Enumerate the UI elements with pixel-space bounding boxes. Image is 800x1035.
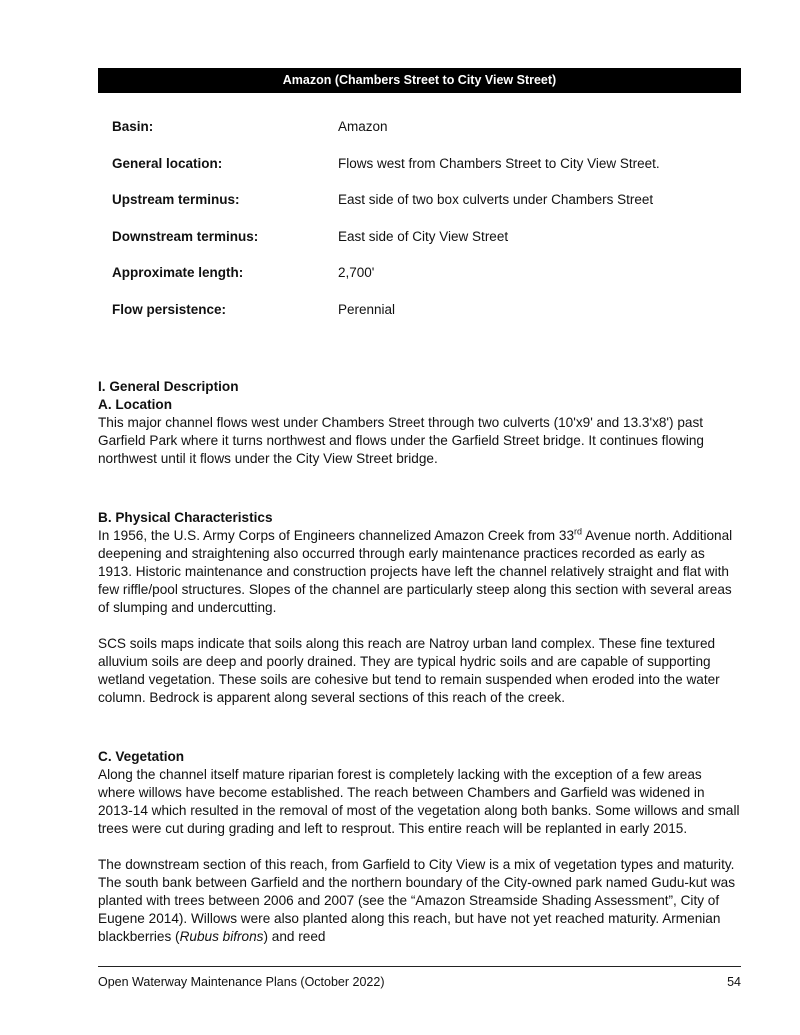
paragraph-physical-1 [98,527,741,617]
footer-page-number: 54 [727,975,741,989]
table-row [98,261,741,298]
paragraph-physical-2: SCS soils maps indicate that soils along this reach are Natroy urban land complex. These fine textured alluvium soils are deep and poorly drained. They are typical hydric soils and are capable of supporting wetland vegetation. These soils are cohesive but tend to remain suspended when eroded into the water column. Bedrock is apparent along several sections of this reach of the creek. [98,636,720,705]
row-label-downstream-terminus: Downstream terminus: [112,228,259,244]
heading-vegetation: C. Vegetation [98,749,185,764]
table-row [98,152,741,189]
row-label-upstream-terminus: Upstream terminus: [112,192,240,207]
document-body [98,378,741,946]
table-row [98,115,741,152]
row-value-downstream-terminus: East side of City View Street [338,228,509,244]
heading-physical-characteristics: B. Physical Characteristics [98,510,273,525]
species-name-italic: Rubus bifrons [179,929,264,944]
paragraph-location: This major channel flows west under Chambers Street through two culverts (10'x9' and 13.3'x8') past Garfield Park where it turns northwest and flows under the Garfield Street bridge. It continues flowing northwest until it flows under the City View Street bridge. [98,415,704,466]
heading-general-description: I. General Description [98,379,239,394]
row-value-upstream-terminus: East side of two box culverts under Chambers Street [338,192,654,207]
section-title-bar [98,68,741,93]
page-content [98,68,741,946]
row-value-flow-persistence: Perennial [338,301,396,317]
row-label-approximate-length: Approximate length: [112,265,244,280]
heading-location: A. Location [98,397,173,412]
paragraph-vegetation-2-text: The downstream section of this reach, from Garfield to City View is a mix of vegetation types and maturity. The south bank between Garfield and the northern boundary of the City-owned park named Gudu-kut was planted with trees between 2006 and 2007 (see the “Amazon Streamside Shading Assessment”, City of Eugene 2014). Willows were also planted along this reach, but have not yet reached maturity. Armenian blackberries ( [98,857,736,944]
page-footer [98,966,741,989]
paragraph-vegetation-2-continued: ) and reed [263,929,326,944]
footer-document-title: Open Waterway Maintenance Plans (October 2022) [98,975,385,989]
row-value-basin: Amazon [338,119,388,134]
section-title: Amazon (Chambers Street to City View Street) [282,73,557,87]
paragraph-physical-1-continued: Avenue north. Additional deepening and straightening also occurred through early maintenance practices recorded as early as 1913. Historic maintenance and construction projects have left the channel relatively straight and flat with few riffle/pool structures. Slopes of the channel are particularly steep along this section with several areas of slumping and undercutting. [98,528,733,615]
row-label-flow-persistence: Flow persistence: [112,301,227,317]
paragraph-vegetation-1: Along the channel itself mature riparian forest is completely lacking with the exception of a few areas where willows have become established. The reach between Chambers and Garfield was widened in 2013-14 which resulted in the removal of most of the vegetation along both banks. Some willows and small trees were cut during grading and left to resprout. This entire reach will be replanted in early 2015. [98,767,740,836]
paragraph-vegetation-2 [98,856,741,946]
row-value-general-location: Flows west from Chambers Street to City View Street. [338,155,660,171]
row-label-general-location: General location: [112,155,223,171]
table-row [98,298,741,335]
row-value-approximate-length: 2,700' [338,265,375,280]
ordinal-superscript: rd [574,526,583,537]
stream-info-table [98,115,741,334]
row-label-basin: Basin: [112,119,154,134]
table-row [98,225,741,262]
paragraph-physical-1-text: In 1956, the U.S. Army Corps of Engineers channelized Amazon Creek from 33 [98,528,575,543]
table-row [98,188,741,225]
